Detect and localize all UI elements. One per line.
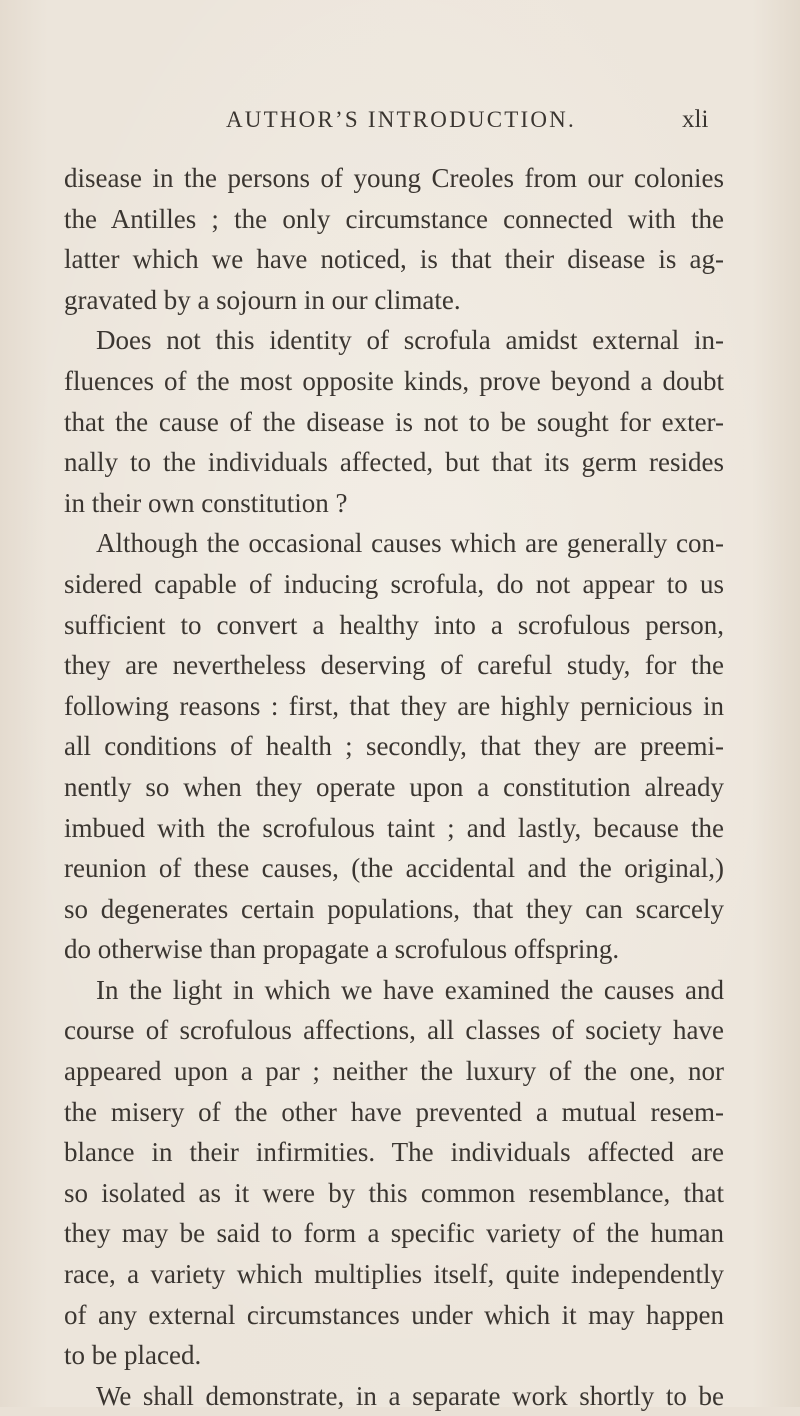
running-head bbox=[0, 100, 800, 140]
text-line: disease in the persons of young Creoles from our colonies bbox=[64, 163, 724, 193]
text-line: they are nevertheless deserving of careful study, for the bbox=[64, 650, 724, 681]
text-line: We shall demonstrate, in a separate work shortly to be bbox=[96, 1380, 724, 1411]
text-line: so degenerates certain populations, that they can scarcely bbox=[64, 893, 724, 924]
text-line: latter which we have noticed, is that their disease is ag- bbox=[64, 244, 724, 275]
text-line: of any external circumstances under which it may happen bbox=[64, 1299, 724, 1330]
text-line: nally to the individuals affected, but that its germ resides bbox=[64, 447, 724, 478]
text-line: sidered capable of inducing scrofula, do not appear to us bbox=[64, 568, 724, 599]
text-line: in their own constitution ? bbox=[64, 487, 348, 518]
text-line: imbued with the scrofulous taint ; and lastly, because the bbox=[64, 812, 724, 843]
text-line: do otherwise than propagate a scrofulous offspring. bbox=[64, 934, 620, 965]
text-line: following reasons : first, that they are highly pernicious in bbox=[64, 690, 724, 721]
text-line: Does not this identity of scrofula amidst external in- bbox=[96, 325, 724, 356]
text-line: gravated by a sojourn in our climate. bbox=[64, 284, 461, 315]
text-line: the Antilles ; the only circumstance connected with the bbox=[64, 203, 724, 234]
text-line: to be placed. bbox=[64, 1340, 202, 1371]
text-line: blance in their infirmities. The individuals affected are bbox=[64, 1137, 724, 1168]
text-line: Although the occasional causes which are generally con- bbox=[96, 528, 724, 559]
text-line: so isolated as it were by this common resemblance, that bbox=[64, 1177, 724, 1208]
text-line: appeared upon a par ; neither the luxury of the one, nor bbox=[64, 1056, 724, 1087]
text-line: fluences of the most opposite kinds, prove beyond a doubt bbox=[64, 365, 724, 396]
text-line: that the cause of the disease is not to be sought for exter- bbox=[64, 406, 724, 437]
text-line: In the light in which we have examined the causes and bbox=[96, 974, 724, 1005]
text-line: sufficient to convert a healthy into a scrofulous person, bbox=[64, 609, 724, 640]
text-line: nently so when they operate upon a constitution already bbox=[64, 771, 724, 802]
text-line: the misery of the other have prevented a mutual resem- bbox=[64, 1096, 724, 1127]
body-text bbox=[64, 158, 724, 1416]
text-line: reunion of these causes, (the accidental and the original,) bbox=[64, 853, 724, 884]
text-line: all conditions of health ; secondly, that they are preemi- bbox=[64, 731, 724, 762]
running-title: AUTHOR’S INTRODUCTION. bbox=[226, 107, 576, 132]
text-line: race, a variety which multiplies itself, quite independently bbox=[64, 1259, 724, 1290]
text-line: they may be said to form a specific variety of the human bbox=[64, 1218, 724, 1249]
text-line: course of scrofulous affections, all classes of society have bbox=[64, 1015, 724, 1046]
page-number: xli bbox=[682, 106, 709, 133]
